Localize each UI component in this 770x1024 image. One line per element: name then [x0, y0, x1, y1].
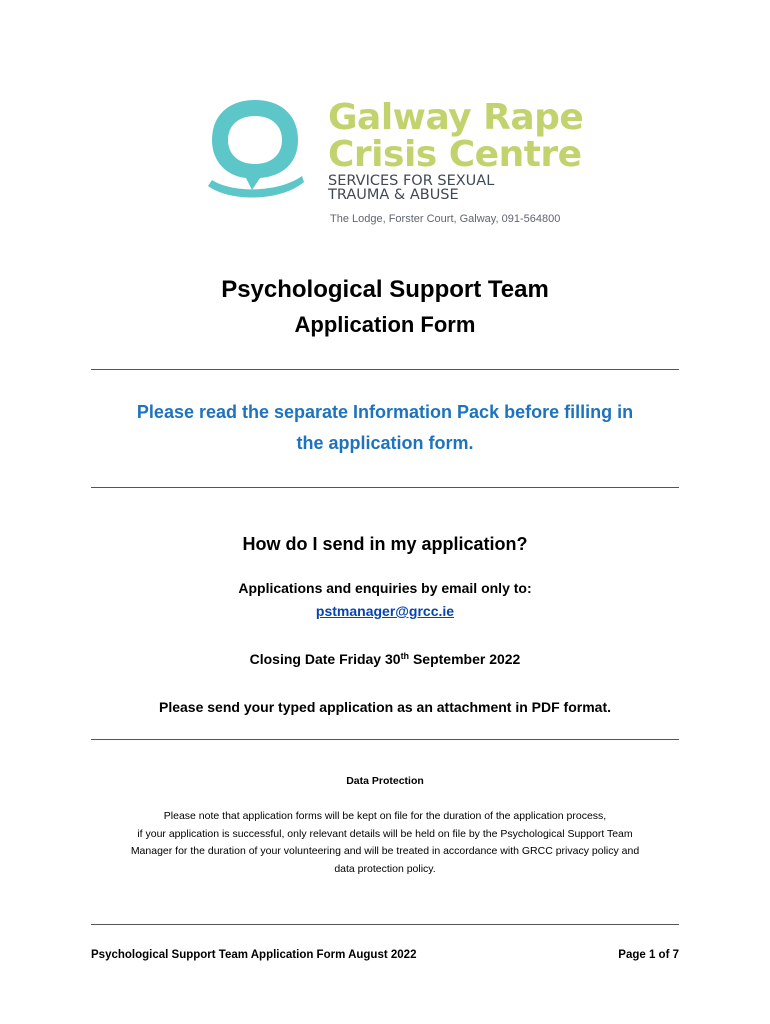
closing-date: [0, 651, 770, 667]
data-protection-line: data protection policy.: [334, 862, 436, 875]
logo-name-line1: Galway Rape: [328, 97, 584, 138]
data-protection-heading: Data Protection: [346, 775, 424, 787]
data-protection-text: [91, 808, 679, 878]
page-number: Page 1 of 7: [618, 949, 679, 961]
data-protection-line: Please note that application forms will be kept on file for the duration of the application process,: [163, 810, 607, 822]
divider: [91, 739, 679, 740]
data-protection-line: if your application is successful, only relevant details will be held on file by the Psychological Support Team: [137, 827, 633, 840]
divider: [91, 369, 679, 370]
send-heading: How do I send in my application?: [242, 534, 528, 554]
page-subtitle: Application Form: [294, 312, 476, 337]
notice-line2: the application form.: [296, 433, 474, 453]
footer-divider: [91, 924, 679, 925]
footer-document-title: Psychological Support Team Application Form August 2022: [91, 949, 417, 961]
closing-date-suffix: September 2022: [409, 651, 521, 667]
email-link[interactable]: pstmanager@grcc.ie: [315, 603, 455, 619]
closing-date-ordinal: th: [400, 651, 410, 661]
format-note: Please send your typed application as an attachment in PDF format.: [159, 699, 611, 715]
closing-date-prefix: Closing Date Friday 30: [249, 651, 401, 667]
logo-name: [328, 97, 584, 175]
information-pack-notice: [91, 397, 679, 459]
speech-bubble-logo-icon: [200, 90, 310, 202]
email-line: [0, 603, 770, 619]
logo-name-line2: Crisis Centre: [328, 134, 582, 175]
notice-line1: Please read the separate Information Pack before filling in: [136, 402, 634, 422]
logo-tagline-line1: SERVICES FOR SEXUAL: [328, 173, 495, 189]
grcc-logo: [196, 88, 584, 230]
logo-tagline-line2: TRAUMA & ABUSE: [328, 187, 459, 203]
page-title: Psychological Support Team: [221, 276, 549, 303]
data-protection-line: Manager for the duration of your volunteering and will be treated in accordance with GRCC privacy policy and: [130, 845, 640, 857]
logo-address: The Lodge, Forster Court, Galway, 091-564800: [330, 213, 561, 225]
logo-tagline: [328, 174, 494, 202]
divider: [91, 487, 679, 488]
send-instructions: Applications and enquiries by email only to:: [238, 580, 532, 596]
